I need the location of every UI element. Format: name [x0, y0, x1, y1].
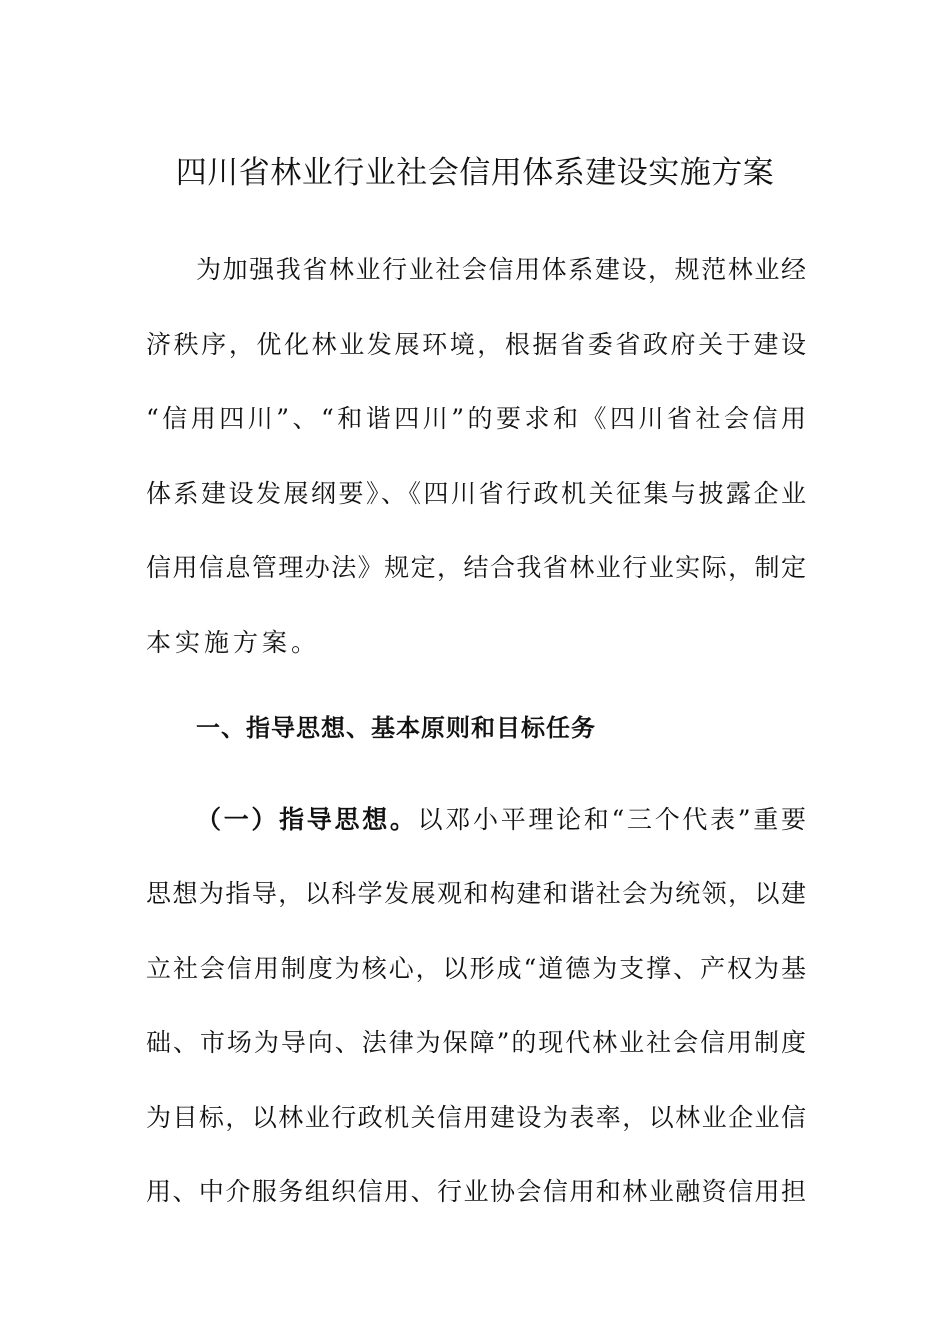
document-title: 四川省林业行业社会信用体系建设实施方案	[175, 155, 775, 191]
paragraph-line: “信用四川”、“和谐四川”的要求和《四川省社会信用	[146, 404, 806, 433]
paragraph-line: 济秩序，优化林业发展环境，根据省委省政府关于建设	[146, 330, 806, 359]
subsection-lead: （一）指导思想。	[196, 805, 418, 834]
subsection-first-line-text: 以邓小平理论和“三个代表”重要	[417, 805, 806, 834]
paragraph-line: 立社会信用制度为核心，以形成“道德为支撑、产权为基	[146, 954, 806, 983]
paragraph-line: 体系建设发展纲要》、《四川省行政机关征集与披露企业	[146, 479, 806, 508]
paragraph-line: 本实施方案。	[146, 628, 321, 657]
paragraph-line: 础、市场为导向、法律为保障”的现代林业社会信用制度	[146, 1028, 806, 1057]
subsection-first-line	[196, 800, 806, 840]
paragraph-line: 为目标，以林业行政机关信用建设为表率，以林业企业信	[146, 1103, 806, 1132]
section-heading: 一、指导思想、基本原则和目标任务	[196, 714, 596, 742]
paragraph-line: 信用信息管理办法》规定，结合我省林业行业实际，制定	[146, 553, 806, 582]
paragraph-line: 为加强我省林业行业社会信用体系建设，规范林业经	[196, 255, 806, 284]
paragraph-line: 思想为指导，以科学发展观和构建和谐社会为统领，以建	[146, 879, 806, 908]
paragraph-line: 用、中介服务组织信用、行业协会信用和林业融资信用担	[146, 1177, 806, 1206]
